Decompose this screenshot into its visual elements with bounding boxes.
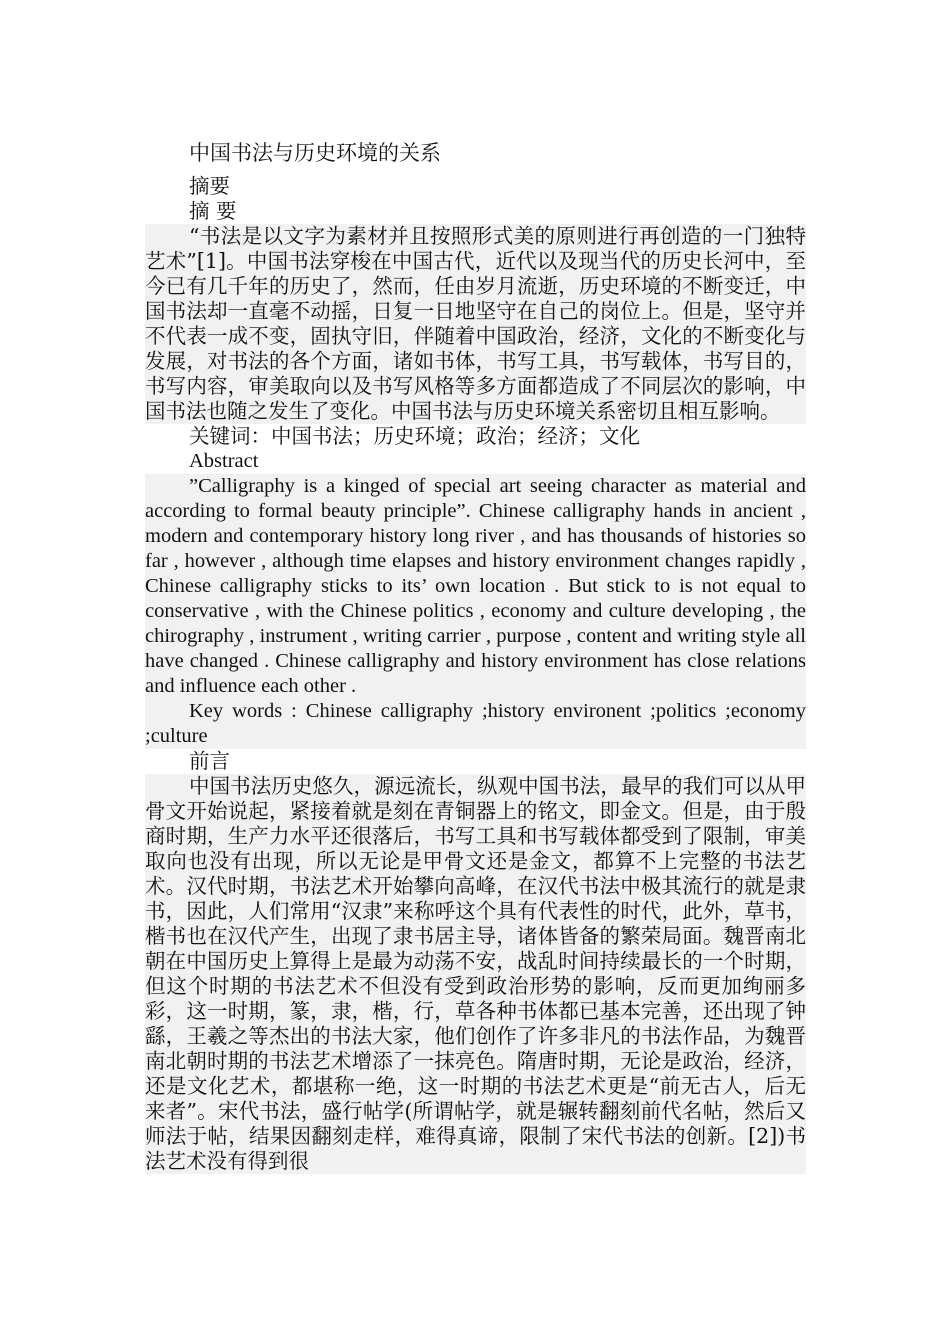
abstract-chinese: “书法是以文字为素材并且按照形式美的原则进行再创造的一门独特艺术”[1]。中国书法穿梭在中国古代，近代以及现当代的历史长河中，至今已有几千年的历史了，然而，任由岁月流逝，历史环境的不断变迁，中国书法却一直毫不动摇，日复一日地坚守在自己的岗位上。但是，坚守并不代表一成不变，固执守旧，伴随着中国政治，经济，文化的不断变化与发展，对书法的各个方面，诸如书体，书写工具，书写载体，书写目的，书写内容，审美取向以及书写风格等多方面都造成了不同层次的影响，中国书法也随之发生了变化。中国书法与历史环境关系密切且相互影响。 <box>145 224 806 423</box>
abstract-heading-spaced: 摘 要 <box>189 199 237 223</box>
preface-heading: 前言 <box>189 749 230 773</box>
keywords-chinese: 关键词：中国书法；历史环境；政治；经济；文化 <box>189 424 640 448</box>
abstract-heading: 摘要 <box>189 174 230 198</box>
abstract-english: ”Calligraphy is a kinged of special art seeing character as material and according to formal beauty principle”. Chinese calligraphy hands in ancient , modern and contemporary history long river , and has thousands of histories so far , however , although time elapses and history environment changes rapidly , Chinese calligraphy sticks to its’ own location . But stick to is not equal to conservative , with the Chinese politics , economy and culture developing , the chirography , instrument , writing carrier , purpose , content and writing style all have changed . Chinese calligraphy and history environment has close relations and influence each other . <box>145 475 806 697</box>
document-page <box>145 140 806 1174</box>
preface-body: 中国书法历史悠久，源远流长，纵观中国书法，最早的我们可以从甲骨文开始说起，紧接着就是刻在青铜器上的铭文，即金文。但是，由于殷商时期，生产力水平还很落后，书写工具和书写载体都受到了限制，审美取向也没有出现，所以无论是甲骨文还是金文，都算不上完整的书法艺术。汉代时期，书法艺术开始攀向高峰，在汉代书法中极其流行的就是隶书，因此，人们常用“汉隶”来称呼这个具有代表性的时代，此外，草书，楷书也在汉代产生，出现了隶书居主导，诸体皆备的繁荣局面。魏晋南北朝在中国历史上算得上是最为动荡不安，战乱时间持续最长的一个时期，但这个时期的书法艺术不但没有受到政治形势的影响，反而更加绚丽多彩，这一时期，篆，隶，楷，行，草各种书体都已基本完善，还出现了钟繇，王羲之等杰出的书法大家，他们创作了许多非凡的书法作品，为魏晋南北朝时期的书法艺术增添了一抹亮色。隋唐时期，无论是政治，经济，还是文化艺术，都堪称一绝，这一时期的书法艺术更是“前无古人，后无来者”。宋代书法，盛行帖学(所谓帖学，就是辗转翻刻前代名帖，然后又师法于帖，结果因翻刻走样，难得真谛，限制了宋代书法的创新。[2])书法艺术没有得到很 <box>145 774 806 1173</box>
document-title: 中国书法与历史环境的关系 <box>189 141 441 165</box>
keywords-english: Key words : Chinese calligraphy ;history environent ;politics ;economy ;culture <box>145 700 806 747</box>
abstract-english-heading: Abstract <box>189 450 259 472</box>
